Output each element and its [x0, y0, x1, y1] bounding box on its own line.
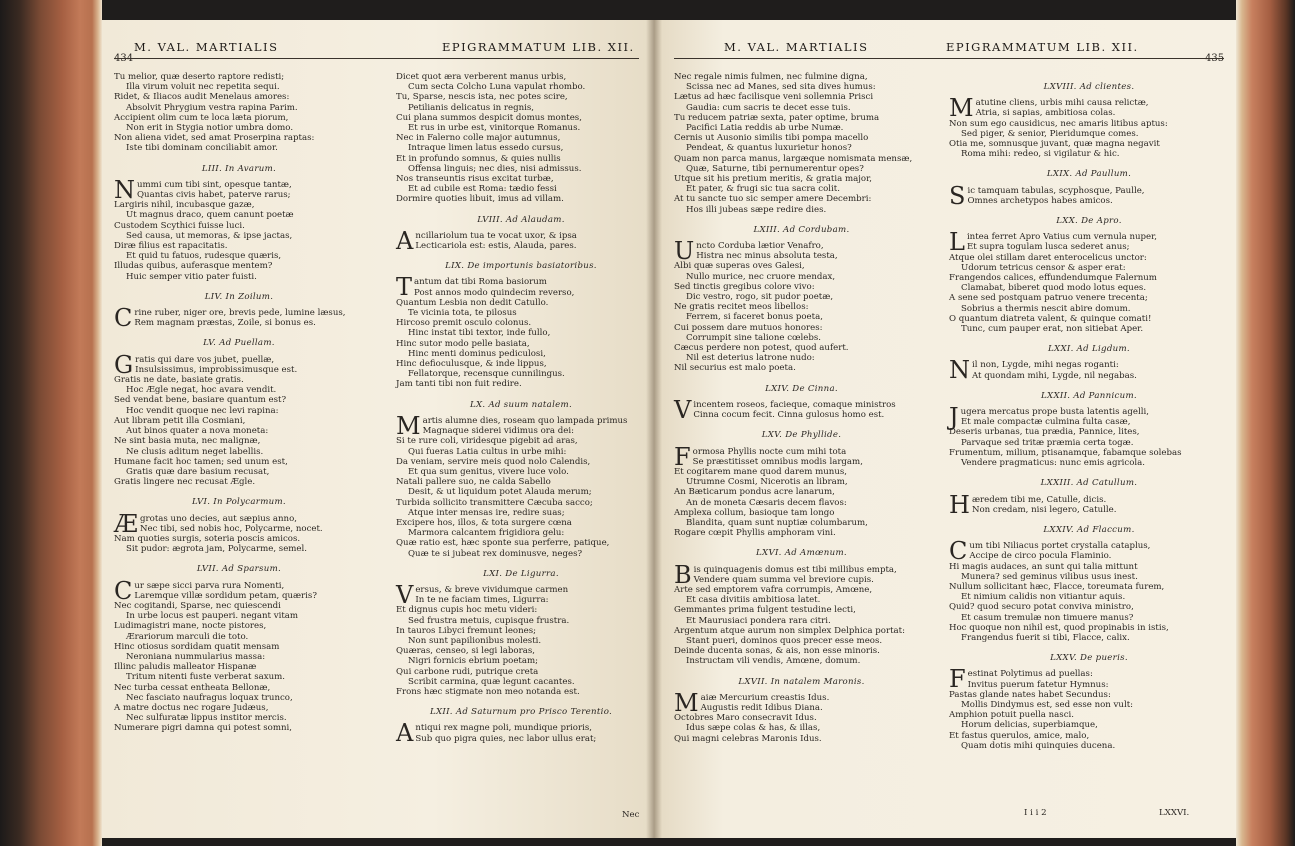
verse-line: Sed tinctis gregibus colore vivo: [674, 281, 815, 292]
verse-line: Offensa linguis; nec dies, nisi admissus. [408, 163, 582, 174]
epigram [674, 72, 929, 215]
verse-line: Et male compactæ culmina fulta casæ, [961, 417, 1131, 428]
verse-line: Illinc paludis malleator Hispanæ [114, 662, 257, 673]
epigram-title: LIII. In Avarum. [201, 163, 277, 174]
verse-line: Aut binos quater a nova moneta: [126, 426, 269, 437]
verse-line: Quæras, censeo, si legi laboras, [396, 646, 535, 657]
verse-line: Numerare pigri damna qui potest somni, [114, 723, 293, 734]
epigram [674, 677, 929, 744]
verse-line: Accipient olim cum te loca læta piorum, [114, 112, 289, 123]
verse-line: Ne clusis aditum neget labellis. [126, 446, 264, 457]
verse-line: Non erit in Stygia notior umbra domo. [126, 123, 294, 134]
verse-line: Laremque villæ sordidum petam, quæris? [134, 590, 317, 601]
verse-line: Te vicinia tota, te pilosus [408, 308, 517, 319]
verse-line: Clamabat, biberet quod modo lotus eques. [961, 283, 1147, 294]
book-edge-right [1236, 0, 1295, 846]
verse-line: A sene sed postquam patruo venere trecenta; [949, 293, 1148, 304]
verse-line: Nam quoties surgis, soteria poscis amicos. [114, 533, 301, 544]
verse-line: Ancillariolum tua te vocat uxor, & ipsa [396, 226, 577, 255]
verse-line: Quam non parca manus, largæque nomismata mensæ, [674, 153, 913, 164]
verse-line: Si te rure coli, viridesque pigebit ad aras, [396, 436, 578, 447]
verse-line: Arte sed emptorem vafra corrumpis, Amœne, [674, 584, 873, 595]
verse-line: Hinc menti dominus pediculosi, [408, 348, 546, 359]
running-head-right: EPIGRAMMATUM LIB. XII. [442, 40, 635, 54]
verse-line: Sub quo pigra quies, nec labor ullus erat; [415, 733, 597, 744]
verse-line: Instructam vili vendis, Amœne, domum. [686, 656, 861, 667]
epigram-title: LVI. In Polycarmum. [192, 497, 286, 508]
epigram [949, 169, 1229, 210]
verse-line: Lætus ad hæc facilisque veni sollemnia Prisci [674, 92, 874, 103]
verse-line: Post annos modo quindecim reverso, [414, 287, 575, 298]
verse-line: Nos transeuntis risus excitat turbæ, [396, 174, 554, 185]
epigram-title: LXXIII. Ad Catullum. [1040, 478, 1138, 489]
verse-line: Cur sæpe sicci parva rura Nomenti, [114, 576, 285, 605]
verse-line: Dormire quoties libuit, imus ad villam. [396, 194, 564, 205]
verse-line: Scribit carmina, quæ legunt cacantes. [408, 676, 575, 687]
epigram-title: LXVI. Ad Amœnum. [756, 548, 847, 559]
verse-line: Tantum dat tibi Roma basiorum [396, 273, 547, 302]
verse-line: Hos illi jubeas sæpe redire dies. [686, 204, 827, 215]
verse-line: Nec turba cessat entheata Bellonæ, [114, 682, 271, 693]
verse-line: Martis alumne dies, roseam quo lampada primus [396, 411, 628, 440]
verse-line: Cernis ut Ausonio similis tibi pompa macello [674, 133, 869, 144]
verse-line: Sic tamquam tabulas, scyphosque, Paulle, [949, 181, 1145, 210]
verse-line: Marmora calcantem frigidiora gelu: [408, 528, 565, 539]
verse-line: Et rus in urbe est, vinitorque Romanus. [408, 123, 581, 134]
epigram [114, 291, 364, 333]
verse-line: Ludimagistri mane, nocte pistores, [114, 621, 267, 632]
verse-line: Utque sit his pretium meritis, & gratia major, [674, 174, 872, 185]
verse-line: Et fastus querulos, amice, malo, [949, 730, 1090, 741]
verse-line: Sit pudor: ægrota jam, Polycarme, semel. [126, 544, 308, 555]
verse-line: Nec cogitandi, Sparse, nec quiescendi [114, 600, 281, 611]
epigram [949, 391, 1229, 468]
epigram [396, 261, 646, 389]
verse-line: Et qua sum genitus, vivere luce volo. [408, 466, 569, 477]
verse-line: Octobres Maro consecravit Idus. [674, 713, 817, 724]
verse-line: Dicet quot æra verberent manus urbis, [396, 72, 567, 82]
epigram [949, 344, 1229, 385]
epigram [114, 564, 364, 733]
verse-line: Atque olei stillam daret enterocelicus unctor: [949, 252, 1147, 263]
verse-line: Custodem Scythici fuisse luci. [114, 220, 245, 231]
verse-line: Cui plana summos despicit domus montes, [396, 112, 582, 123]
signature-mark: I i i 2 [1024, 808, 1047, 818]
verse-line: Gemmantes prima fulgent testudine lecti, [674, 605, 856, 616]
verse-line: Diræ filius est rapacitatis. [114, 241, 228, 252]
verse-line: Frangendus fuerit si tibi, Flacce, calix. [961, 632, 1130, 643]
right-page [654, 20, 1236, 838]
verse-line: Insulsissimus, improbissimusque est. [135, 364, 298, 375]
verse-line: Quæ, Saturne, tibi pernumerentur opes? [686, 163, 864, 174]
verse-line: Et pater, & frugi sic tua sacra colit. [686, 184, 840, 195]
verse-line: Cui possem dare mutuos honores: [674, 322, 823, 333]
verse-line: Gratis qui dare vos jubet, puellæ, [114, 350, 275, 379]
verse-line: Huic semper vitio pater fuisti. [126, 271, 257, 282]
verse-line: Et quid tu fatuos, rudesque quæris, [126, 251, 282, 262]
epigram [949, 653, 1229, 751]
verse-line: Illa virum voluit nec repetita sequi. [126, 82, 280, 93]
header-rule [114, 58, 639, 59]
verse-line: Tunc, cum pauper erat, non sitiebat Aper. [961, 324, 1144, 335]
verse-line: Hinc defioculusque, & inde lippus, [396, 359, 547, 370]
epigram [674, 383, 929, 424]
verse-line: Tu reducem patriæ sexta, pater optime, bruma [674, 112, 880, 123]
book-edge-left [0, 0, 102, 846]
verse-line: A matre doctus nec rogare Judæus, [114, 702, 269, 713]
verse-line: Atque inter mensas ire, redire suas; [408, 507, 565, 518]
text-column-left [114, 72, 364, 734]
verse-line: Augustis redit Idibus Diana. [700, 702, 823, 713]
verse-line: An de moneta Cæsaris decem flavos: [686, 497, 847, 508]
verse-line: Lintea ferret Apro Vatius cum vernula nuper, [949, 228, 1158, 257]
verse-line: Albi quæ superas oves Galesi, [674, 261, 805, 272]
gutter-shadow [646, 20, 662, 838]
epigram-title: LIV. In Zoilum. [204, 291, 274, 302]
verse-line: Amphion potuit puella nasci. [949, 710, 1075, 721]
verse-line: Nil non, Lygde, mihi negas roganti: [949, 356, 1119, 385]
verse-line: Humane facit hoc tamen; sed unum est, [114, 456, 288, 467]
verse-line: Pendeat, & quantus luxurietur honos? [686, 143, 852, 154]
epigram [396, 72, 646, 205]
verse-line: Tu melior, quæ deserto raptore redisti; [114, 72, 285, 82]
verse-line: Vendere quam summa vel breviore cupis. [693, 574, 874, 585]
verse-line: Et in profundo somnus, & quies nullis [396, 153, 561, 164]
verse-line: Et nimium calidis non vitiantur aquis. [961, 592, 1126, 603]
epigram [396, 707, 646, 748]
verse-line: Deinde ducenta sonas, & ais, non esse minoris. [674, 646, 880, 657]
epigram-title: LX. Ad suum natalem. [469, 399, 573, 410]
verse-line: Hoc quoque non nihil est, quod propinabis in istis, [949, 622, 1169, 633]
verse-line: Tritum nitenti fuste verberat saxum. [126, 672, 285, 683]
verse-line: Amplexa collum, basioque tam longo [674, 507, 835, 518]
verse-line: Frumentum, milium, ptisanamque, fabamque solebas [949, 447, 1182, 458]
verse-line: Lecticariola est: estis, Alauda, pares. [415, 241, 577, 252]
catchword: Nec [622, 810, 640, 820]
verse-line: Accipe de circo pocula Flaminio. [969, 551, 1112, 562]
epigram-title: LXX. De Apro. [1056, 216, 1122, 227]
verse-line: In te ne faciam times, Ligurra: [415, 595, 549, 606]
verse-line: Hinc otiosus sordidam quatit mensam [114, 641, 280, 652]
epigram [949, 82, 1229, 159]
verse-line: Idus sæpe colas & has, & illas, [686, 723, 821, 734]
verse-line: Hircoso premit osculo colonus. [396, 318, 532, 329]
verse-line: Rogare cœpit Phyllis amphoram vini. [674, 528, 836, 539]
verse-line: Non sum ego causidicus, nec amaris litibus aptus: [949, 118, 1168, 129]
verse-line: Sed vendat bene, basiare quantum est? [114, 395, 287, 406]
verse-line: Non credam, nisi legero, Catulle. [971, 504, 1117, 515]
verse-line: Petilianis delicatus in regnis, [408, 102, 535, 113]
verse-line: Neroniana nummularius massa: [126, 651, 266, 662]
epigram [396, 569, 646, 697]
verse-line: Qui fueras Latia cultus in urbe mihi: [408, 446, 567, 457]
epigram-title: LV. Ad Puellam. [203, 338, 275, 349]
verse-line: Uncto Corduba lætior Venafro, [674, 237, 824, 266]
epigram-title: LXI. De Ligurra. [483, 568, 559, 579]
running-head-left: M. VAL. MARTIALIS [724, 40, 869, 54]
verse-line: Absolvit Phrygium vestra rapina Parim. [126, 102, 298, 113]
verse-line: Parvaque sed tritæ præmia certa togæ. [961, 437, 1134, 448]
verse-line: Cæcus perdere non potest, quod aufert. [674, 343, 849, 354]
verse-line: Desit, & ut liquidum potet Alauda merum; [408, 487, 592, 498]
verse-line: Deseris urbanas, tua prædia, Pannice, lites, [949, 427, 1140, 438]
verse-line: Dic vestro, rogo, sit pudor poetæ, [686, 292, 834, 303]
verse-line: Utrumne Cosmi, Nicerotis an libram, [686, 477, 848, 488]
verse-line: Jugera mercatus prope busta latentis agelli, [949, 403, 1149, 432]
verse-line: Et cogitarem mane quod darem munus, [674, 466, 848, 477]
verse-line: Et supra togulam lusca sederet anus; [966, 242, 1130, 253]
verse-line: Iste tibi dominam conciliabit amor. [126, 143, 278, 154]
verse-line: Frons hæc stigmate non meo notanda est. [396, 686, 580, 697]
epigram [396, 400, 646, 559]
epigram-title: LXXIV. Ad Flaccum. [1043, 524, 1135, 535]
epigram [114, 72, 364, 154]
verse-line: Crine ruber, niger ore, brevis pede, lumine læsus, [114, 304, 346, 333]
verse-line: Ferrem, si faceret bonus poeta, [686, 312, 823, 323]
verse-line: Vendere pragmaticus: nunc emis agricola. [961, 458, 1145, 469]
verse-line: Quæ te si jubeat rex dominusve, neges? [408, 548, 583, 559]
verse-line: Atria, si sapias, ambitiosa colas. [975, 108, 1116, 119]
epigram-title: LVII. Ad Sparsum. [196, 564, 282, 575]
verse-line: Stant pueri, dominos quos precer esse meos. [686, 635, 883, 646]
verse-line: Nec tibi, sed nobis hoc, Polycarme, nocet. [140, 523, 323, 534]
epigram [674, 430, 929, 538]
verse-line: Formosa Phyllis nocte cum mihi tota [674, 442, 847, 471]
verse-line: Nec in Falerno colle major autumnus, [396, 133, 561, 144]
verse-line: Fellatorque, recensque cunnilingus. [408, 369, 565, 380]
verse-line: Pastas glande nates habet Secundus: [949, 689, 1111, 700]
verse-line: Nec fasciato naufragus loquax trunco, [126, 692, 293, 703]
running-head-right: EPIGRAMMATUM LIB. XII. [946, 40, 1139, 54]
verse-line: Quid? quod securo potat conviva ministro, [949, 602, 1134, 613]
verse-line: Ne gratis recitet meos libellos: [674, 302, 809, 313]
verse-line: Mollis Dindymus est, sed esse non vult: [961, 699, 1134, 710]
verse-line: In urbe locus est pauperi. negant vitam [126, 611, 299, 622]
verse-line: Nec sulfuratæ lippus institor mercis. [126, 713, 287, 724]
verse-line: Sed causa, ut memoras, & ipse jactas, [126, 230, 293, 241]
verse-line: Omnes archetypos habes amicos. [967, 195, 1113, 206]
verse-line: Nigri fornicis ebrium poetam; [408, 656, 539, 667]
verse-line: Hoc vendit quoque nec levi rapina: [126, 405, 279, 416]
verse-line: Argentum atque aurum non simplex Delphica portat: [674, 625, 905, 636]
text-column-left [674, 72, 929, 744]
epigram-title: LXXI. Ad Ligdum. [1048, 344, 1130, 355]
verse-line: Cinna cocum fecit. Cinna gulosus homo est. [693, 410, 885, 421]
verse-line: Da veniam, servire meis quod nolo Calendis, [396, 456, 591, 467]
verse-line: Natali pallere suo, ne calda Sabello [396, 477, 551, 488]
verse-line: Turbida sollicito transmittere Cæcuba sacco; [396, 497, 593, 508]
left-page [102, 20, 654, 838]
verse-line: Gratis lingere nec recusat Ægle. [114, 477, 256, 488]
verse-line: At tu sancte tuo sic semper amere Decembri: [674, 194, 872, 205]
verse-line: Magnaque siderei vidimus ora dei: [422, 426, 574, 437]
epigram-title: LXXII. Ad Pannicum. [1041, 390, 1137, 401]
verse-line: Largiris nihil, incubasque gazæ, [114, 200, 255, 211]
verse-line: Blandita, quam sunt nuptiæ columbarum, [686, 517, 868, 528]
verse-line: Matutine cliens, urbis mihi causa relictæ, [949, 94, 1149, 123]
epigram [674, 548, 929, 666]
verse-line: An Bæticarum pondus acre lanarum, [674, 487, 835, 498]
verse-line: Et ad cubile est Roma: tædio fessi [408, 184, 557, 195]
epigram [949, 478, 1229, 519]
verse-line: Bis quinquagenis domus est tibi millibus empta, [674, 560, 897, 589]
epigram-title: LXII. Ad Saturnum pro Prisco Terentio. [429, 707, 613, 718]
verse-line: Et casa divitiis ambitiosa latet. [686, 595, 821, 606]
verse-line: Quantas civis habet, paterve rarus; [137, 190, 291, 201]
verse-line: Corrumpit sine talione cœlebs. [686, 332, 821, 343]
verse-line: Nil est deterius latrone nudo: [686, 353, 815, 364]
verse-line: Ut magnus draco, quem canunt poetæ [126, 210, 294, 221]
epigram-title: LXIX. Ad Paullum. [1046, 169, 1132, 180]
catchword: LXXVI. [1159, 808, 1190, 818]
epigram [949, 216, 1229, 334]
verse-line: Et casum tremulæ non timuere manus? [961, 612, 1134, 623]
text-column-right [396, 72, 646, 748]
verse-line: Tu, Sparse, nescis ista, nec potes scire, [396, 92, 568, 103]
verse-line: Ærariorum marculi die toto. [126, 631, 249, 642]
verse-line: Horum delicias, superbiamque, [961, 720, 1098, 731]
verse-line: Qui carbone rudi, putrique creta [396, 666, 539, 677]
verse-line: Cum tibi Niliacus portet crystalla cataplus, [949, 537, 1151, 566]
epigram-title: LXIII. Ad Cordubam. [753, 224, 850, 235]
verse-line: Aut libram petit illa Cosmiani, [114, 415, 246, 426]
verse-line: Jam tanti tibi non fuit redire. [396, 379, 522, 390]
verse-line: Vincentem roseos, facieque, comaque ministros [674, 395, 896, 424]
verse-line: Munera? sed geminus vilibus usus inest. [961, 571, 1138, 582]
running-head-left: M. VAL. MARTIALIS [134, 40, 279, 54]
verse-line: Histra nec minus absoluta testa, [696, 251, 838, 262]
verse-line: Scissa nec ad Manes, sed sita dives humus: [686, 82, 876, 93]
epigram [114, 164, 364, 282]
verse-line: In tauros Libyci fremunt leones; [396, 625, 537, 636]
verse-line: Pacifici Latia reddis ab urbe Numæ. [686, 123, 844, 134]
verse-line: Nullo murice, nec cruore mendax, [686, 271, 836, 282]
verse-line: Hæredem tibi me, Catulle, dicis. [949, 490, 1107, 519]
verse-line: Invitus puerum fatetur Hymnus: [967, 679, 1109, 690]
verse-line: Nil securius est malo poeta. [674, 363, 796, 374]
verse-line: Versus, & breve vividumque carmen [396, 580, 569, 609]
verse-line: Nullum sollicitant hæc, Flacce, toreumata furem, [949, 581, 1165, 592]
verse-line: Maiæ Mercurium creastis Idus. [674, 688, 830, 717]
text-column-right [949, 72, 1229, 751]
epigram-title: LVIII. Ad Alaudam. [477, 214, 565, 225]
verse-line: Udorum tetricus censor & asper erat: [961, 262, 1126, 273]
verse-line: Se præstitisset omnibus modis largam, [692, 456, 863, 467]
verse-line: Excipere hos, illos, & tota surgere cœna [396, 517, 572, 528]
epigram-title: LXV. De Phyllide. [761, 430, 842, 441]
verse-line: Nummi cum tibi sint, opesque tantæ, [114, 175, 292, 204]
epigram-title: LXIV. De Cinna. [765, 383, 838, 394]
verse-line: Hi magis audaces, an sunt qui talia mittunt [949, 561, 1138, 572]
verse-line: O quantum diatreta valent, & quinque comati! [949, 313, 1152, 324]
verse-line: Illudas quibus, auferasque mentem? [114, 261, 273, 272]
verse-line: Frangendos calices, effundendumque Falernum [949, 273, 1157, 284]
epigram [114, 497, 364, 554]
epigram [674, 225, 929, 374]
verse-line: Qui magni celebras Maronis Idus. [674, 733, 822, 744]
verse-line: Nec regale nimis fulmen, nec fulmine digna, [674, 72, 868, 82]
verse-line: Hinc instat tibi textor, inde fullo, [408, 328, 551, 339]
verse-line: Cum secta Colcho Luna vapulat rhombo. [408, 82, 586, 93]
verse-line: Quantum Lesbia non dedit Catullo. [396, 297, 549, 308]
verse-line: Gratis quæ dare basium recusat, [126, 466, 270, 477]
verse-line: Roma mihi: redeo, si vigilatur & hic. [961, 149, 1120, 160]
verse-line: Otia me, somnusque juvant, quæ magna negavit [949, 139, 1160, 150]
epigram-title: LXVIII. Ad clientes. [1043, 82, 1135, 92]
verse-line: Ne sint basia muta, nec malignæ, [114, 436, 261, 447]
verse-line: Et dignus cupis hoc metu videri: [396, 605, 538, 616]
header-rule [674, 58, 1224, 59]
verse-line: Sobrius a thermis nescit abire domum. [961, 303, 1131, 314]
verse-line: Antiqui rex magne poli, mundique prioris, [396, 719, 592, 748]
epigram [114, 338, 364, 487]
verse-line: Quæ ratio est, hæc sponte sua perferre, patique, [396, 538, 610, 549]
verse-line: Et Maurusiaci pondera rara citri. [686, 615, 831, 626]
verse-line: Ægrotas uno decies, aut sæpius anno, [114, 509, 297, 538]
verse-line: Intraque limen latus essedo cursus, [408, 143, 564, 154]
verse-line: Gaudia: cum sacris te decet esse tuis. [686, 102, 851, 113]
verse-line: Hinc sutor modo pelle basiata, [396, 338, 530, 349]
epigram [949, 525, 1229, 643]
verse-line: Non aliena videt, sed amat Proserpina raptas: [114, 133, 315, 144]
verse-line: Sed frustra metuis, cupisque frustra. [408, 615, 570, 626]
verse-line: Ridet, & Iliacos audit Menelaus amores: [114, 92, 290, 103]
epigram [396, 214, 646, 255]
verse-line: Gratis ne date, basiate gratis. [114, 375, 244, 386]
verse-line: Rem magnam præstas, Zoile, si bonus es. [134, 318, 316, 329]
epigram-title: LIX. De importunis basiatoribus. [445, 261, 597, 272]
verse-line: Hoc Ægle negat, hoc avara vendit. [126, 385, 277, 396]
verse-line: Non sunt papilionibus molesti. [408, 635, 542, 646]
verse-line: Festinat Polytimus ad puellas: [949, 665, 1093, 694]
verse-line: At quondam mihi, Lygde, nil negabas. [972, 370, 1137, 381]
verse-line: Sed piger, & senior, Pieridumque comes. [961, 128, 1139, 139]
epigram-title: LXVII. In natalem Maronis. [738, 676, 865, 687]
epigram-title: LXXV. De pueris. [1050, 653, 1128, 664]
verse-line: Quam dotis mihi quinquies ducena. [961, 740, 1116, 751]
